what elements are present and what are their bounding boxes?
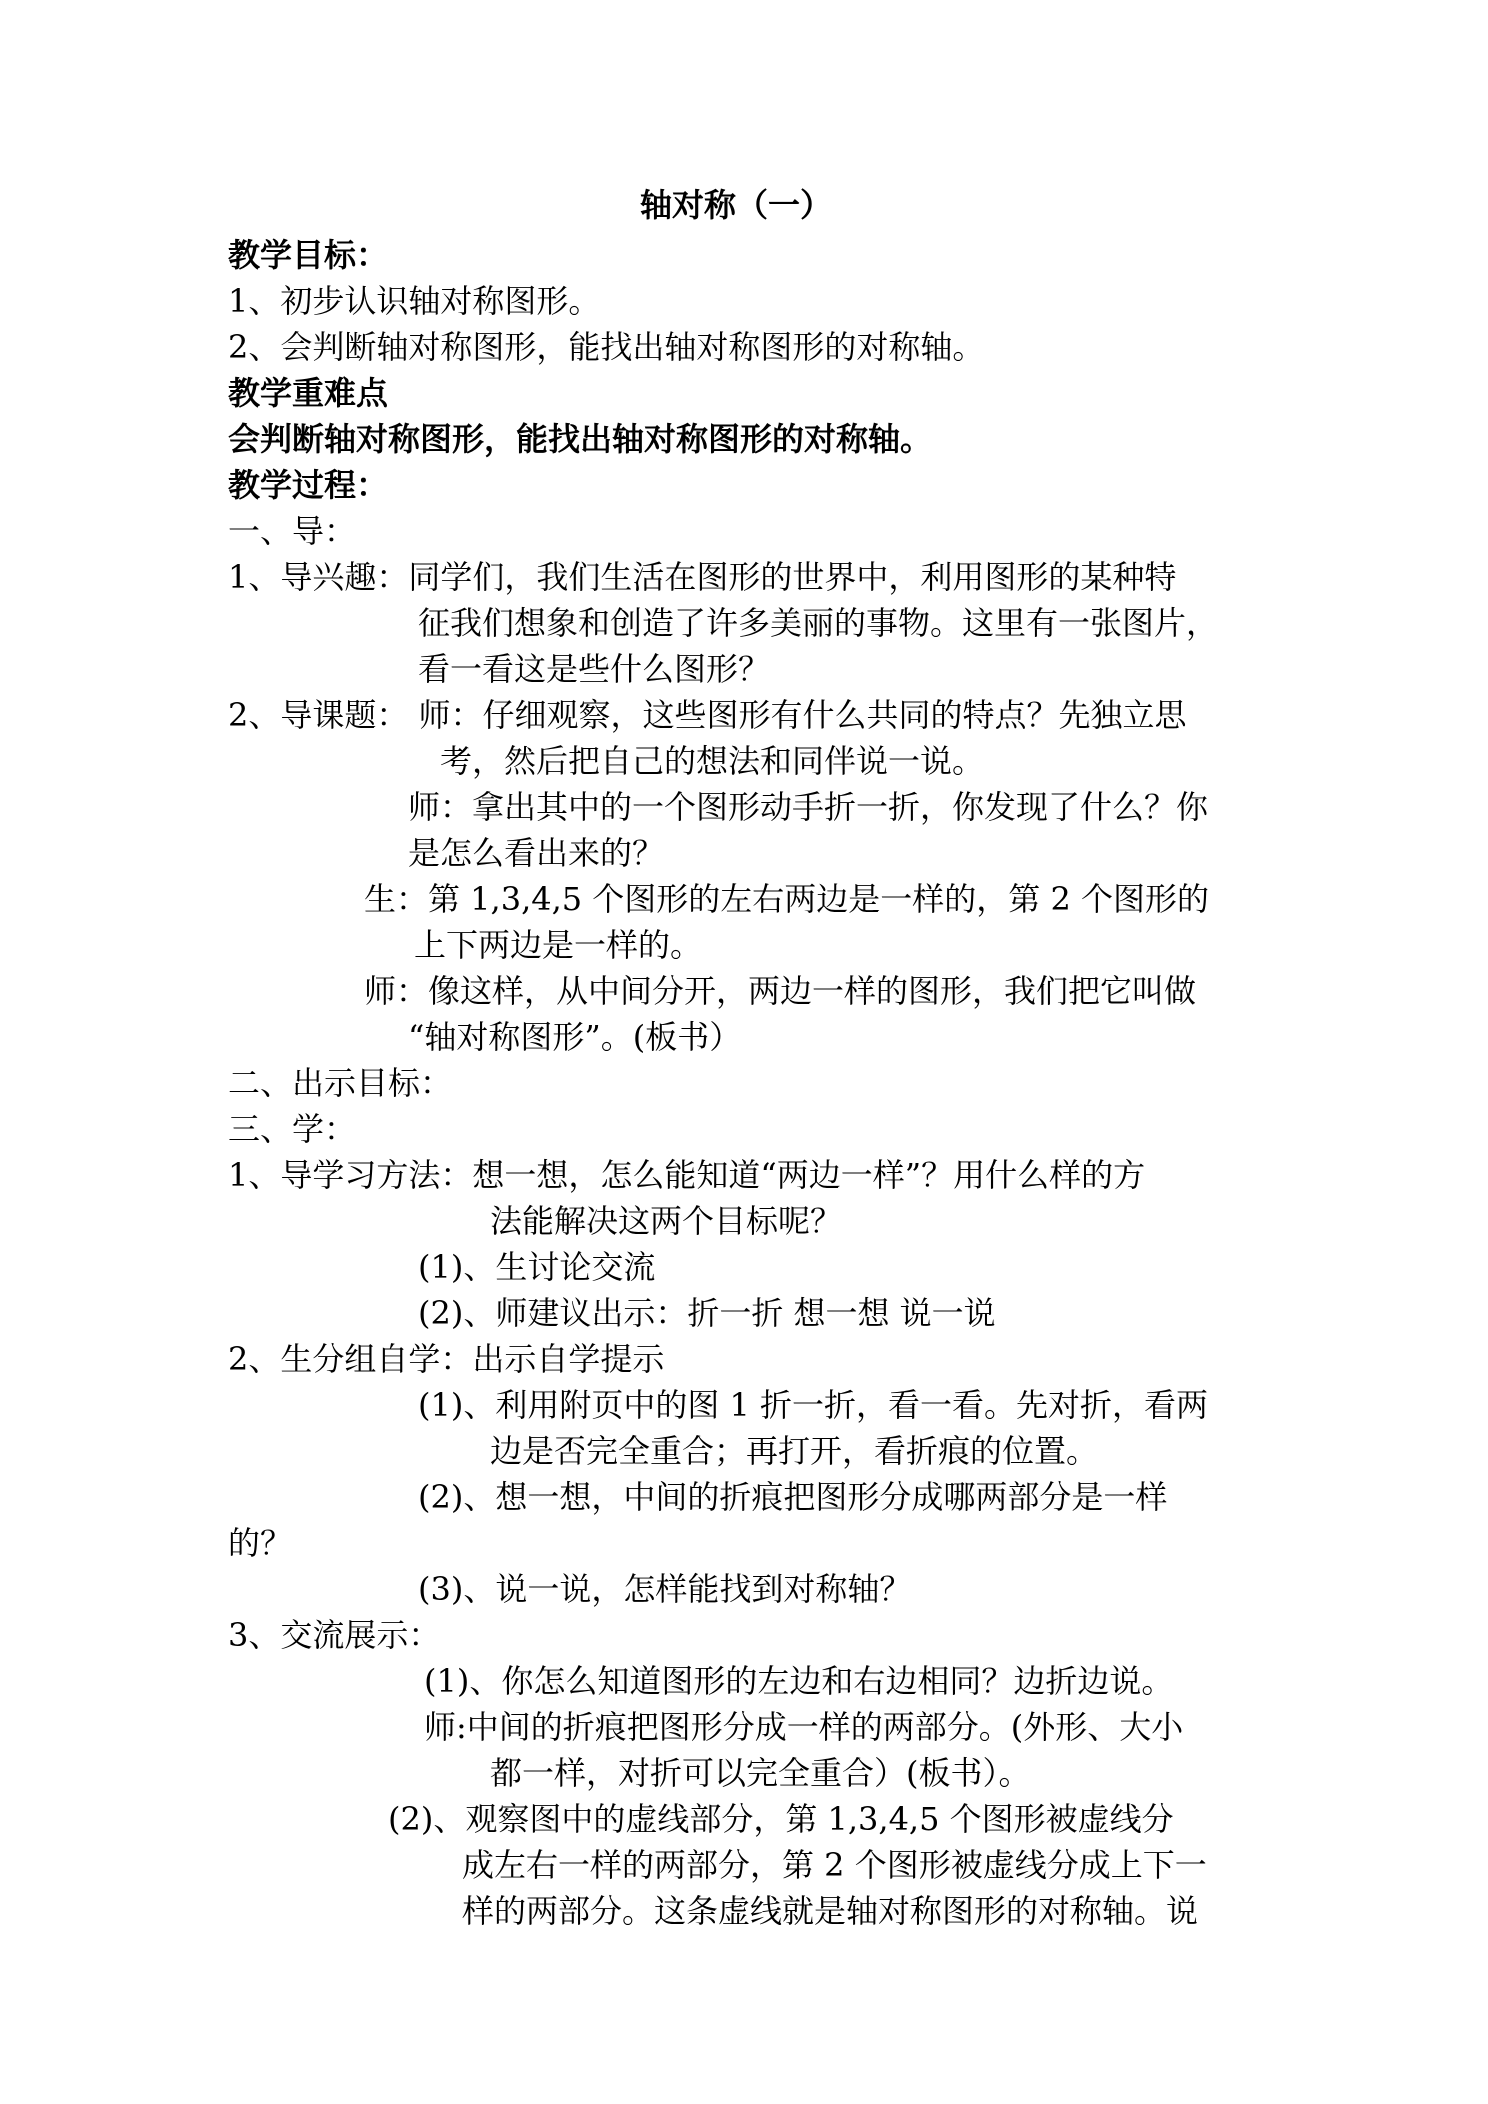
text-line: (1)、你怎么知道图形的左边和右边相同？边折边说。 [424, 1662, 1174, 1700]
section-heading: 二、出示目标： [228, 1064, 453, 1102]
text-line: 1、导学习方法：想一想，怎么能知道“两边一样”？用什么样的方 [228, 1156, 1146, 1194]
text-line: (1)、利用附页中的图 1 折一折，看一看。先对折，看两 [418, 1386, 1209, 1424]
text-line: 2、生分组自学：出示自学提示 [228, 1340, 665, 1378]
text-line: “轴对称图形”。(板书） [408, 1018, 742, 1056]
text-line: 考，然后把自己的想法和同伴说一说。 [440, 742, 985, 780]
text-line: 师：像这样，从中间分开，两边一样的图形，我们把它叫做 [364, 972, 1197, 1010]
text-line: 师：拿出其中的一个图形动手折一折，你发现了什么？你 [408, 788, 1209, 826]
text-line: 2、会判断轴对称图形，能找出轴对称图形的对称轴。 [228, 328, 985, 366]
text-line: 样的两部分。这条虚线就是轴对称图形的对称轴。说 [462, 1892, 1199, 1930]
section-heading: 三、学： [228, 1110, 357, 1148]
text-line: 看一看这是些什么图形？ [418, 650, 771, 688]
text-line: (2)、想一想，中间的折痕把图形分成哪两部分是一样 [418, 1478, 1168, 1516]
text-line: 的？ [228, 1524, 293, 1562]
text-line: 师:中间的折痕把图形分成一样的两部分。(外形、大小 [424, 1708, 1184, 1746]
text-line: 3、交流展示： [228, 1616, 441, 1654]
text-line: (2)、观察图中的虚线部分，第 1,3,4,5 个图形被虚线分 [388, 1800, 1174, 1838]
text-line: (2)、师建议出示：折一折 想一想 说一说 [418, 1294, 996, 1332]
key-points-text: 会判断轴对称图形，能找出轴对称图形的对称轴。 [228, 420, 933, 458]
heading-key-points: 教学重难点 [228, 374, 389, 412]
heading-objectives: 教学目标： [228, 236, 389, 274]
document-title: 轴对称（一） [640, 186, 833, 224]
text-line: 边是否完全重合；再打开，看折痕的位置。 [490, 1432, 1099, 1470]
text-line: (1)、生讨论交流 [418, 1248, 656, 1286]
text-line: 成左右一样的两部分，第 2 个图形被虚线分成上下一 [462, 1846, 1207, 1884]
text-line: 法能解决这两个目标呢？ [490, 1202, 843, 1240]
section-heading: 一、导： [228, 512, 357, 550]
text-line: 上下两边是一样的。 [414, 926, 703, 964]
heading-process: 教学过程： [228, 466, 389, 504]
text-line: 是怎么看出来的？ [408, 834, 665, 872]
text-line: (3)、说一说，怎样能找到对称轴？ [418, 1570, 912, 1608]
text-line: 征我们想象和创造了许多美丽的事物。这里有一张图片， [418, 604, 1219, 642]
text-line: 1、初步认识轴对称图形。 [228, 282, 601, 320]
text-line: 1、导兴趣：同学们，我们生活在图形的世界中，利用图形的某种特 [228, 558, 1177, 596]
text-line: 生：第 1,3,4,5 个图形的左右两边是一样的，第 2 个图形的 [364, 880, 1210, 918]
text-line: 2、导课题： 师：仔细观察，这些图形有什么共同的特点？先独立思 [228, 696, 1187, 734]
text-line: 都一样，对折可以完全重合）(板书）。 [490, 1754, 1031, 1792]
